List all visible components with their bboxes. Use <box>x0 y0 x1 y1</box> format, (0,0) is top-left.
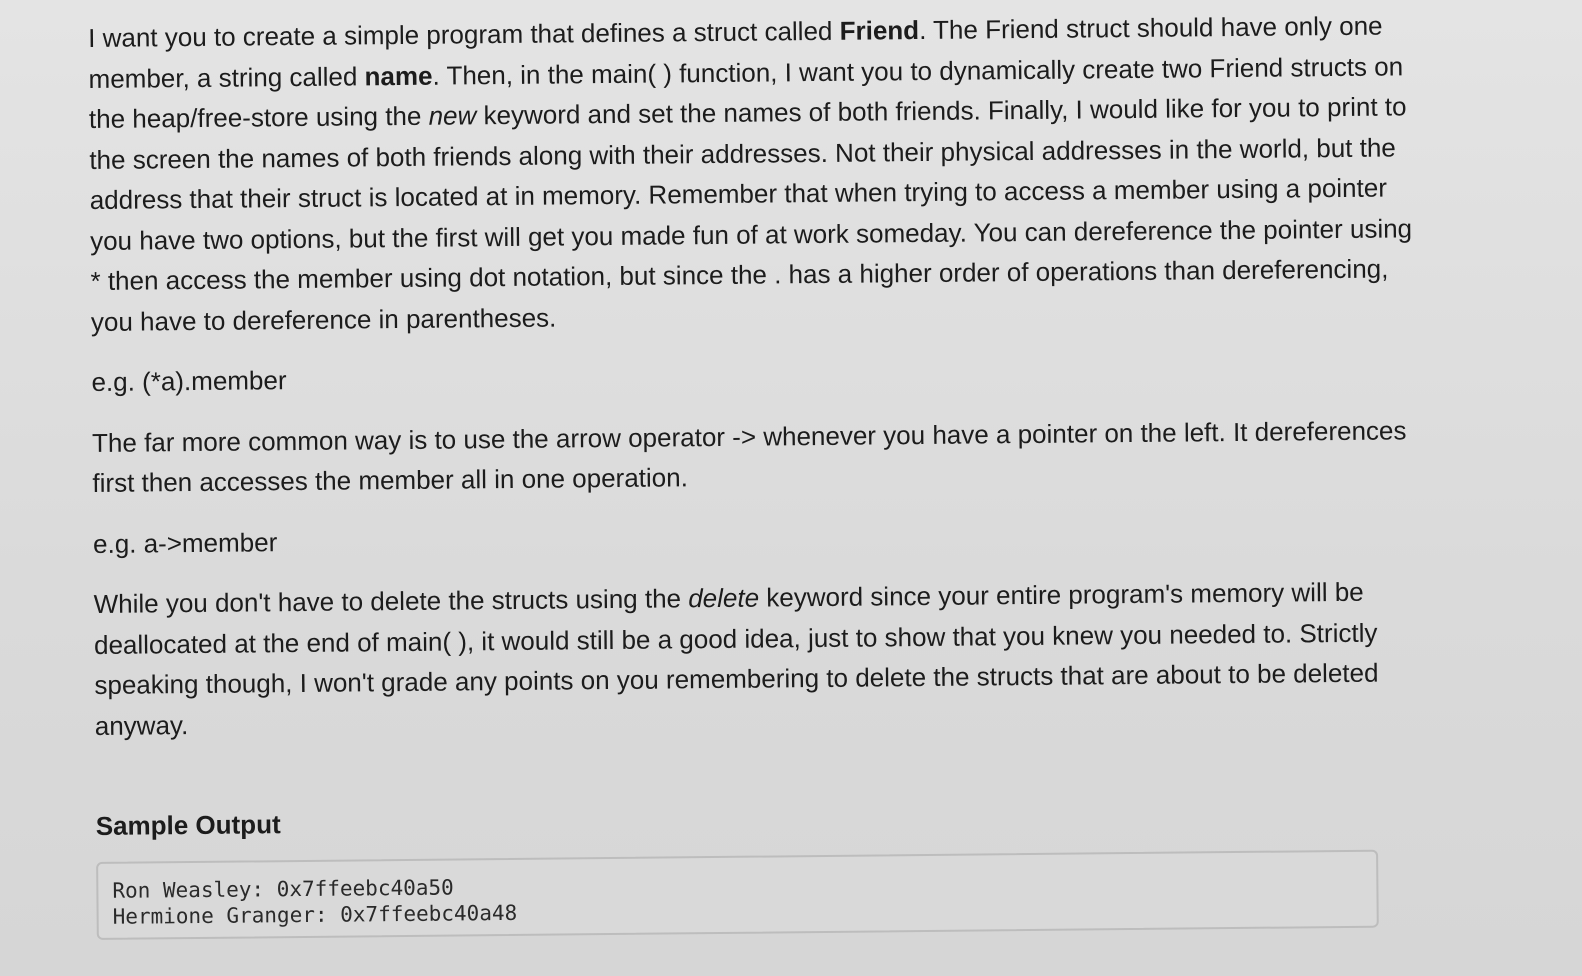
delete-paragraph <box>93 571 1424 746</box>
struct-name-bold: Friend <box>839 15 920 46</box>
sample-output-code-block <box>96 850 1379 940</box>
paragraph-text: keyword since your entire program's memory will be deallocated at the end of main( ), it would still be a good idea, just to show that you knew you needed to. Strictly speaking though, I won't grade any points on you remembering to delete the structs that are about to be deleted anyway. <box>93 576 1379 741</box>
code-line: Ron Weasley: 0x7ffeebc40a50 <box>112 875 454 903</box>
assignment-content <box>88 5 1427 940</box>
member-name-bold: name <box>364 60 433 91</box>
delete-keyword-italic: delete <box>688 582 760 614</box>
paragraph-text: . The Friend struct should have only one member, a string called <box>88 10 1383 94</box>
sample-output-heading: Sample Output <box>95 809 281 841</box>
paragraph-text: While you don't have to delete the structs using the <box>93 583 689 619</box>
paragraph-text: I want you to create a simple program that defines a struct called <box>88 15 840 53</box>
code-line: Hermione Granger: 0x7ffeebc40a48 <box>112 900 518 929</box>
dereference-example: e.g. (*a).member <box>91 365 287 397</box>
arrow-operator-paragraph: The far more common way is to use the arrow operator -> whenever you have a pointer on the left. It dereferences first then accesses the member all in one operation. <box>91 414 1407 498</box>
arrow-example: e.g. a->member <box>92 526 278 559</box>
new-keyword-italic: new <box>428 100 477 131</box>
paragraph-text: . Then, in the main( ) function, I want you to dynamically create two Friend structs on the heap/free-store using the <box>88 50 1404 134</box>
paragraph-text: keyword and set the names of both friends. Finally, I would like for you to print to the screen the names of both friends along with their addresses. Not their physical addresses in the world, but the address that their struct is located at in memory. Remember that when trying to access a member using a pointer you have two options, but the first will get you made fun of at work someday. You can dereference the pointer using * then access the member using dot notation, but since the . has a higher order of operations than dereferencing, you have to dereference in parentheses. <box>89 91 1413 337</box>
instructions-paragraph <box>88 5 1421 342</box>
